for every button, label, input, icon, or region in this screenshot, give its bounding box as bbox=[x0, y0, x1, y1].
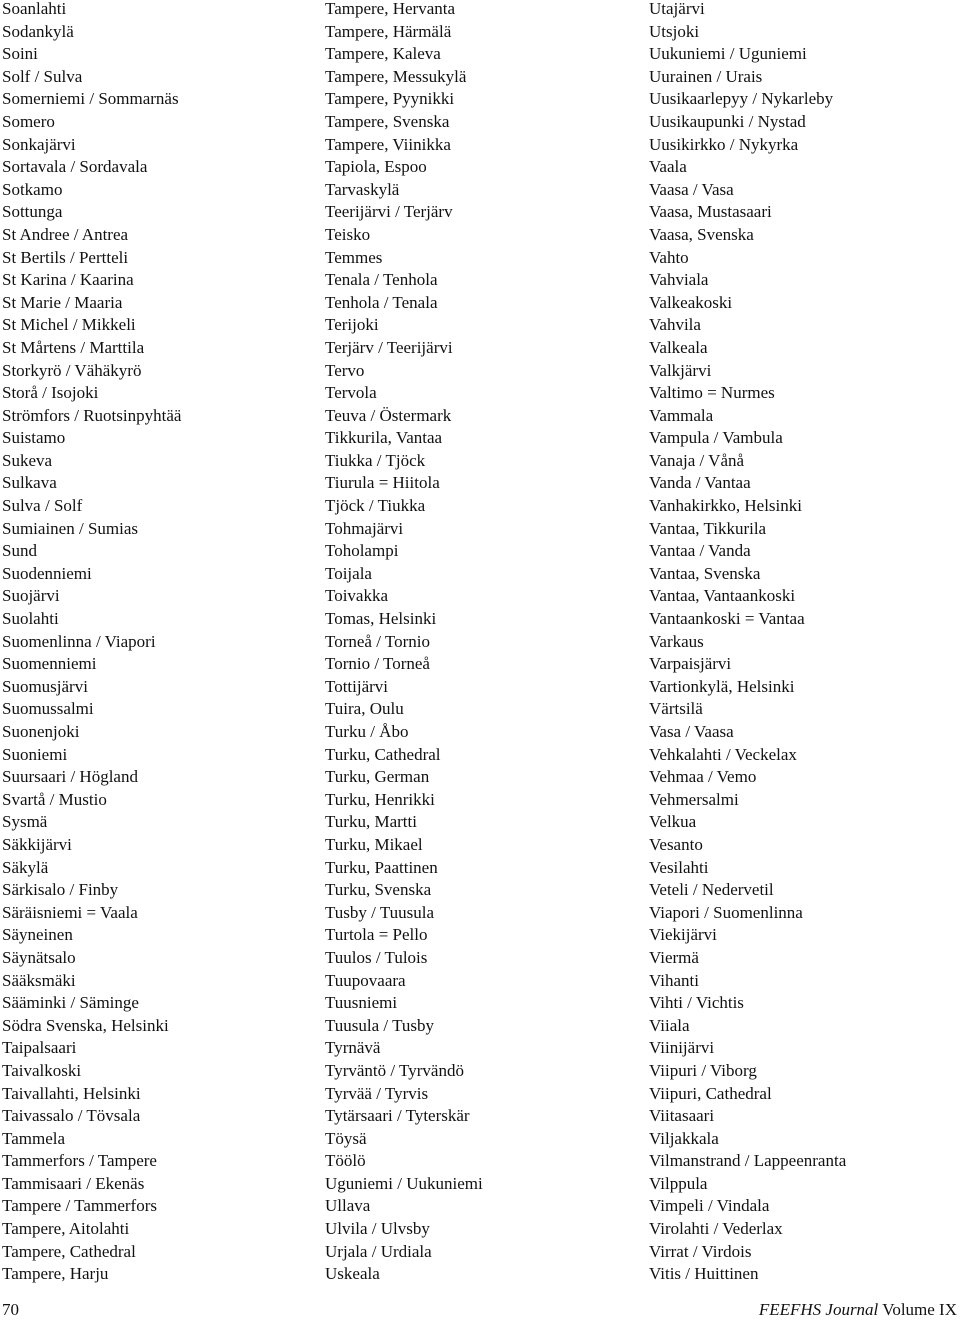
place-name-entry: Sund bbox=[2, 541, 37, 561]
place-name-entry: St Michel / Mikkeli bbox=[2, 315, 136, 335]
place-name-entry: Viipuri / Viborg bbox=[649, 1060, 757, 1080]
place-name-entry: Turku, Martti bbox=[325, 812, 417, 832]
place-name-entry: Tampere, Pyynikki bbox=[325, 89, 455, 109]
place-name-entry: Sääminki / Säminge bbox=[2, 993, 139, 1013]
place-name-entry: Valkjärvi bbox=[649, 360, 712, 380]
place-name-entry: Tampere / Tammerfors bbox=[2, 1196, 157, 1216]
place-name-entry: Tampere, Messukylä bbox=[325, 66, 467, 86]
place-name-entry: Tyrväntö / Tyrvändö bbox=[325, 1060, 464, 1080]
place-name-entry: Ulvila / Ulvsby bbox=[325, 1219, 430, 1239]
place-name-entry: St Karina / Kaarina bbox=[2, 270, 134, 290]
place-name-entry: Tampere, Svenska bbox=[325, 111, 450, 131]
place-name-entry: Tervo bbox=[325, 360, 365, 380]
place-name-entry: St Andree / Antrea bbox=[2, 224, 129, 244]
place-name-entry: Torneå / Tornio bbox=[325, 631, 430, 651]
place-name-entry: Tammisaari / Ekenäs bbox=[2, 1173, 145, 1193]
place-name-entry: Viapori / Suomenlinna bbox=[649, 902, 803, 922]
place-name-entry: Vammala bbox=[649, 405, 714, 425]
place-name-entry: Uusikaupunki / Nystad bbox=[649, 111, 806, 131]
place-name-entry: Velkua bbox=[649, 812, 697, 832]
place-name-entry: Tenhola / Tenala bbox=[325, 292, 438, 312]
place-name-entry: Tusby / Tuusula bbox=[325, 902, 434, 922]
place-name-entry: Sumiainen / Sumias bbox=[2, 518, 138, 538]
place-name-entry: Tampere, Härmälä bbox=[325, 21, 452, 41]
place-name-entry: Tammela bbox=[2, 1128, 66, 1148]
place-name-entry: Tampere, Kaleva bbox=[325, 44, 441, 64]
place-name-entry: Sortavala / Sordavala bbox=[2, 157, 148, 177]
place-name-entry: Somerniemi / Sommarnäs bbox=[2, 89, 179, 109]
place-name-entry: Säynätsalo bbox=[2, 947, 76, 967]
place-name-entry: Vahto bbox=[649, 247, 689, 267]
place-name-entry: Vasa / Vaasa bbox=[649, 722, 734, 741]
place-name-entry: Temmes bbox=[325, 247, 383, 267]
place-name-entry: Soanlahti bbox=[2, 0, 67, 18]
place-name-entry: Uguniemi / Uukuniemi bbox=[325, 1173, 483, 1193]
place-name-entry: Storkyrö / Vähäkyrö bbox=[2, 360, 142, 380]
place-name-entry: Vesilahti bbox=[649, 857, 709, 877]
place-list-column-1 bbox=[2, 0, 181, 1286]
place-name-entry: Turku, Henrikki bbox=[325, 789, 435, 809]
place-name-entry: Töysä bbox=[325, 1128, 367, 1148]
place-name-entry: Viinijärvi bbox=[649, 1038, 715, 1058]
place-name-entry: Storå / Isojoki bbox=[2, 383, 99, 403]
place-name-entry: Sotkamo bbox=[2, 179, 63, 199]
place-name-entry: Tiukka / Tjöck bbox=[325, 450, 426, 470]
journal-citation bbox=[759, 1299, 957, 1321]
place-name-entry: Teuva / Östermark bbox=[325, 405, 452, 425]
place-name-entry: Vihanti bbox=[649, 970, 699, 990]
place-name-entry: Uskeala bbox=[325, 1264, 380, 1284]
place-name-entry: Turku / Åbo bbox=[325, 722, 409, 741]
place-name-entry: Taivassalo / Tövsala bbox=[2, 1106, 141, 1126]
place-name-entry: Tenala / Tenhola bbox=[325, 270, 438, 290]
place-name-entry: Vantaa, Tikkurila bbox=[649, 518, 767, 538]
place-name-entry: Turku, Mikael bbox=[325, 834, 423, 854]
place-name-entry: Säkkijärvi bbox=[2, 834, 72, 854]
place-name-entry: Tiurula = Hiitola bbox=[325, 473, 440, 493]
place-name-entry: Turku, Svenska bbox=[325, 880, 432, 900]
place-name-entry: Suodenniemi bbox=[2, 563, 92, 583]
place-name-entry: Tuusula / Tusby bbox=[325, 1015, 434, 1035]
place-name-entry: Toivakka bbox=[325, 586, 389, 606]
place-name-entry: Turtola = Pello bbox=[325, 925, 428, 945]
place-name-entry: Sottunga bbox=[2, 202, 63, 222]
place-name-entry: Vahvila bbox=[649, 315, 701, 335]
place-name-entry: Urjala / Urdiala bbox=[325, 1241, 432, 1261]
place-name-entry: Toholampi bbox=[325, 541, 399, 561]
place-name-entry: Tyrvää / Tyrvis bbox=[325, 1083, 429, 1103]
place-name-entry: Taipalsaari bbox=[2, 1038, 77, 1058]
place-name-entry: Uusikirkko / Nykyrka bbox=[649, 134, 799, 154]
place-name-entry: Suursaari / Högland bbox=[2, 767, 138, 787]
place-name-entry: Suojärvi bbox=[2, 586, 60, 606]
place-name-entry: Vihti / Vichtis bbox=[649, 993, 744, 1013]
place-list-column-3 bbox=[649, 0, 846, 1286]
place-name-entry: Viekijärvi bbox=[649, 925, 717, 945]
journal-title: FEEFHS Journal bbox=[758, 1300, 879, 1319]
place-name-entry: Säräisniemi = Vaala bbox=[2, 902, 138, 922]
place-name-entry: Viljakkala bbox=[649, 1128, 719, 1148]
place-name-entry: Tytärsaari / Tyterskär bbox=[325, 1106, 470, 1126]
place-name-entry: Solf / Sulva bbox=[2, 66, 83, 86]
place-name-entry: Vilmanstrand / Lappeenranta bbox=[649, 1151, 847, 1171]
place-name-entry: Vaasa, Mustasaari bbox=[649, 202, 772, 222]
place-name-entry: Teerijärvi / Terjärv bbox=[325, 202, 453, 222]
place-name-entry: Suistamo bbox=[2, 428, 66, 448]
place-name-entry: Terijoki bbox=[325, 315, 379, 335]
place-name-entry: Sääksmäki bbox=[2, 970, 76, 990]
place-name-entry: Vantaa / Vanda bbox=[649, 541, 751, 561]
place-name-entry: Vartionkylä, Helsinki bbox=[649, 676, 795, 696]
journal-volume: Volume IX bbox=[882, 1300, 957, 1319]
place-name-entry: Vesanto bbox=[649, 834, 703, 854]
place-name-entry: Suolahti bbox=[2, 609, 59, 629]
place-name-entry: Säkylä bbox=[2, 857, 49, 877]
place-name-entry: Viiala bbox=[649, 1015, 690, 1035]
place-name-entry: Turku, Paattinen bbox=[325, 857, 438, 877]
place-name-entry: Tampere, Hervanta bbox=[325, 0, 456, 18]
place-name-entry: Virolahti / Vederlax bbox=[649, 1219, 783, 1239]
place-name-entry: Turku, Cathedral bbox=[325, 744, 441, 764]
place-name-entry: Turku, German bbox=[325, 767, 430, 787]
place-name-entry: Tampere, Cathedral bbox=[2, 1241, 136, 1261]
place-name-entry: Strömfors / Ruotsinpyhtää bbox=[2, 405, 182, 425]
place-name-entry: Sonkajärvi bbox=[2, 134, 76, 154]
place-name-entry: Uukuniemi / Uguniemi bbox=[649, 44, 807, 64]
place-name-entry: St Mårtens / Marttila bbox=[2, 337, 145, 357]
place-name-entry: Vantaa, Svenska bbox=[649, 563, 761, 583]
place-name-entry: Tammerfors / Tampere bbox=[2, 1151, 157, 1171]
place-name-entry: Viermä bbox=[649, 947, 699, 967]
place-name-entry: Vaala bbox=[649, 157, 687, 177]
place-name-entry: Tampere, Aitolahti bbox=[2, 1219, 130, 1239]
place-name-entry: Vanaja / Vånå bbox=[649, 450, 745, 470]
place-name-entry: Toijala bbox=[325, 563, 372, 583]
place-name-entry: Utsjoki bbox=[649, 21, 700, 41]
place-name-entry: Utajärvi bbox=[649, 0, 705, 18]
place-name-entry: Varpaisjärvi bbox=[649, 654, 732, 674]
place-name-entry: Uurainen / Urais bbox=[649, 66, 763, 86]
place-name-entry: Södra Svenska, Helsinki bbox=[2, 1015, 169, 1035]
place-name-entry: Tornio / Torneå bbox=[325, 654, 430, 674]
place-name-entry: Vanda / Vantaa bbox=[649, 473, 751, 493]
place-name-entry: Teisko bbox=[325, 224, 371, 244]
place-name-entry: St Bertils / Pertteli bbox=[2, 247, 129, 267]
place-name-entry: Svartå / Mustio bbox=[2, 789, 107, 809]
place-name-entry: Vehmersalmi bbox=[649, 789, 739, 809]
place-name-entry: Vimpeli / Vindala bbox=[649, 1196, 770, 1216]
place-name-entry: Terjärv / Teerijärvi bbox=[325, 337, 453, 357]
place-list-column-2 bbox=[325, 0, 483, 1286]
place-name-entry: Sodankylä bbox=[2, 21, 74, 41]
place-name-entry: Vehmaa / Vemo bbox=[649, 767, 757, 787]
place-name-entry: Vantaankoski = Vantaa bbox=[649, 609, 805, 629]
place-name-entry: Värtsilä bbox=[649, 699, 703, 719]
place-name-entry: Valkeala bbox=[649, 337, 708, 357]
place-name-entry: Tarvaskylä bbox=[325, 179, 400, 199]
place-name-entry: Taivalkoski bbox=[2, 1060, 82, 1080]
place-name-entry: Tuupovaara bbox=[325, 970, 406, 990]
place-name-entry: Soini bbox=[2, 44, 38, 64]
place-name-entry: Vampula / Vambula bbox=[649, 428, 783, 448]
place-name-entry: Tervola bbox=[325, 383, 377, 403]
place-name-entry: Vilppula bbox=[649, 1173, 708, 1193]
place-name-entry: Sukeva bbox=[2, 450, 53, 470]
place-name-entry: Viipuri, Cathedral bbox=[649, 1083, 772, 1103]
place-name-entry: Ullava bbox=[325, 1196, 371, 1216]
place-name-entry: Tikkurila, Vantaa bbox=[325, 428, 443, 448]
place-name-entry: Suonenjoki bbox=[2, 722, 80, 741]
place-name-entry: Vaasa, Svenska bbox=[649, 224, 754, 244]
place-name-entry: Suomenlinna / Viapori bbox=[2, 631, 156, 651]
place-name-entry: Tuira, Oulu bbox=[325, 699, 404, 719]
place-name-entry: Tapiola, Espoo bbox=[325, 157, 427, 177]
place-name-entry: Vitis / Huittinen bbox=[649, 1264, 759, 1284]
place-name-entry: Tuulos / Tulois bbox=[325, 947, 428, 967]
place-name-entry: St Marie / Maaria bbox=[2, 292, 123, 312]
place-name-entry: Uusikaarlepyy / Nykarleby bbox=[649, 89, 834, 109]
place-name-entry: Tuusniemi bbox=[325, 993, 398, 1013]
place-name-entry: Tomas, Helsinki bbox=[325, 609, 437, 629]
place-name-entry: Somero bbox=[2, 111, 55, 131]
place-name-entry: Särkisalo / Finby bbox=[2, 880, 119, 900]
place-name-entry: Tampere, Harju bbox=[2, 1264, 109, 1284]
place-name-entry: Virrat / Virdois bbox=[649, 1241, 752, 1261]
place-name-entry: Tottijärvi bbox=[325, 676, 389, 696]
place-name-entry: Suomenniemi bbox=[2, 654, 97, 674]
place-name-entry: Tohmajärvi bbox=[325, 518, 404, 538]
place-name-entry: Veteli / Nedervetil bbox=[649, 880, 774, 900]
place-name-entry: Valkeakoski bbox=[649, 292, 733, 312]
page-number: 70 bbox=[2, 1300, 19, 1319]
place-name-entry: Taivallahti, Helsinki bbox=[2, 1083, 141, 1103]
place-name-entry: Suomussalmi bbox=[2, 699, 94, 719]
place-name-entry: Vanhakirkko, Helsinki bbox=[649, 496, 802, 516]
place-name-entry: Vahviala bbox=[649, 270, 709, 290]
place-name-entry: Tyrnävä bbox=[325, 1038, 381, 1058]
place-name-entry: Töölö bbox=[325, 1151, 366, 1171]
place-name-entry: Suomusjärvi bbox=[2, 676, 88, 696]
place-name-entry: Vehkalahti / Veckelax bbox=[649, 744, 797, 764]
place-name-entry: Vantaa, Vantaankoski bbox=[649, 586, 796, 606]
place-name-entry: Varkaus bbox=[649, 631, 704, 651]
place-name-entry: Tjöck / Tiukka bbox=[325, 496, 426, 516]
place-name-entry: Valtimo = Nurmes bbox=[649, 383, 775, 403]
place-name-entry: Suoniemi bbox=[2, 744, 68, 764]
place-name-entry: Tampere, Viinikka bbox=[325, 134, 451, 154]
place-name-entry: Sulva / Solf bbox=[2, 496, 83, 516]
place-name-entry: Vaasa / Vasa bbox=[649, 179, 734, 199]
place-name-entry: Viitasaari bbox=[649, 1106, 715, 1126]
place-name-entry: Sulkava bbox=[2, 473, 57, 493]
place-name-entry: Sysmä bbox=[2, 812, 48, 832]
place-name-entry: Säyneinen bbox=[2, 925, 73, 945]
